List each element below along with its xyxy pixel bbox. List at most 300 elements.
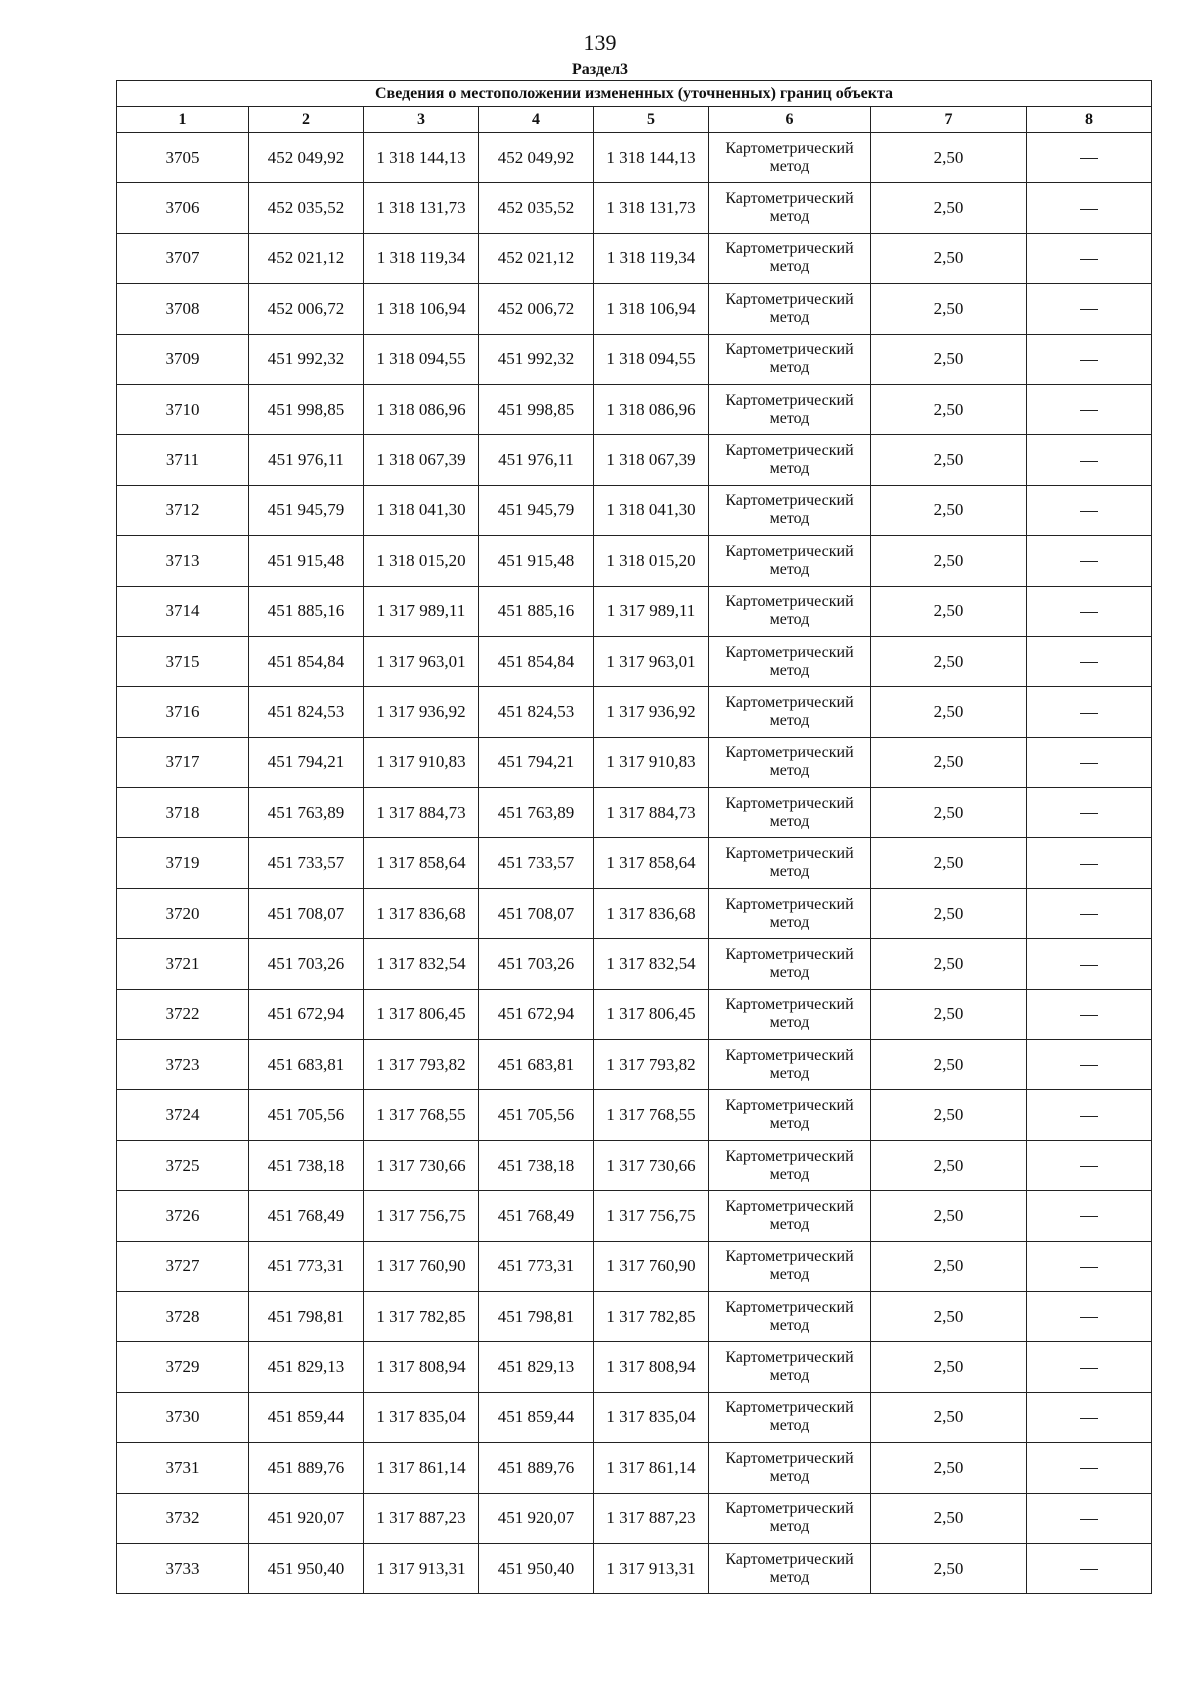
y-new-coordinate-cell: 1 318 041,30 <box>594 485 709 535</box>
y-coordinate-cell: 1 317 936,92 <box>364 687 479 737</box>
x-coordinate-cell: 451 768,49 <box>249 1191 364 1241</box>
table-row <box>117 1342 1152 1392</box>
accuracy-cell: 2,50 <box>871 989 1027 1039</box>
description-cell <box>1027 586 1152 636</box>
point-number-cell: 3722 <box>117 989 249 1039</box>
y-coordinate-cell: 1 318 067,39 <box>364 435 479 485</box>
method-cell: Картометрический метод <box>709 1443 871 1493</box>
table-row <box>117 1543 1152 1593</box>
accuracy-cell: 2,50 <box>871 1291 1027 1341</box>
x-coordinate-cell: 451 998,85 <box>249 384 364 434</box>
point-number-cell: 3710 <box>117 384 249 434</box>
y-new-coordinate-cell: 1 317 884,73 <box>594 788 709 838</box>
dash-mark <box>1080 561 1098 562</box>
point-number-cell: 3708 <box>117 284 249 334</box>
point-number-cell: 3729 <box>117 1342 249 1392</box>
point-number-cell: 3720 <box>117 888 249 938</box>
y-coordinate-cell: 1 317 730,66 <box>364 1140 479 1190</box>
accuracy-cell: 2,50 <box>871 1140 1027 1190</box>
x-coordinate-cell: 451 915,48 <box>249 536 364 586</box>
point-number-cell: 3726 <box>117 1191 249 1241</box>
y-new-coordinate-cell: 1 318 131,73 <box>594 183 709 233</box>
x-coordinate-cell: 452 021,12 <box>249 233 364 283</box>
table-row <box>117 1040 1152 1090</box>
x-new-coordinate-cell: 451 738,18 <box>479 1140 594 1190</box>
accuracy-cell: 2,50 <box>871 838 1027 888</box>
table-row <box>117 838 1152 888</box>
y-new-coordinate-cell: 1 317 989,11 <box>594 586 709 636</box>
description-cell <box>1027 233 1152 283</box>
y-new-coordinate-cell: 1 318 067,39 <box>594 435 709 485</box>
accuracy-cell: 2,50 <box>871 233 1027 283</box>
description-cell <box>1027 888 1152 938</box>
method-cell: Картометрический метод <box>709 485 871 535</box>
accuracy-cell: 2,50 <box>871 1493 1027 1543</box>
method-cell: Картометрический метод <box>709 1291 871 1341</box>
method-cell: Картометрический метод <box>709 183 871 233</box>
x-coordinate-cell: 451 976,11 <box>249 435 364 485</box>
table-row <box>117 334 1152 384</box>
dash-mark <box>1080 209 1098 210</box>
description-cell <box>1027 485 1152 535</box>
table-row <box>117 586 1152 636</box>
y-new-coordinate-cell: 1 318 144,13 <box>594 133 709 183</box>
point-number-cell: 3717 <box>117 737 249 787</box>
accuracy-cell: 2,50 <box>871 334 1027 384</box>
y-new-coordinate-cell: 1 317 806,45 <box>594 989 709 1039</box>
description-cell <box>1027 1191 1152 1241</box>
y-coordinate-cell: 1 317 836,68 <box>364 888 479 938</box>
x-coordinate-cell: 451 763,89 <box>249 788 364 838</box>
method-cell: Картометрический метод <box>709 1241 871 1291</box>
x-new-coordinate-cell: 451 672,94 <box>479 989 594 1039</box>
y-coordinate-cell: 1 318 131,73 <box>364 183 479 233</box>
dash-mark <box>1080 763 1098 764</box>
point-number-cell: 3728 <box>117 1291 249 1341</box>
x-coordinate-cell: 451 773,31 <box>249 1241 364 1291</box>
accuracy-cell: 2,50 <box>871 183 1027 233</box>
y-coordinate-cell: 1 317 861,14 <box>364 1443 479 1493</box>
table-row <box>117 788 1152 838</box>
table-row <box>117 888 1152 938</box>
point-number-cell: 3721 <box>117 939 249 989</box>
x-coordinate-cell: 451 672,94 <box>249 989 364 1039</box>
x-coordinate-cell: 451 738,18 <box>249 1140 364 1190</box>
table-row <box>117 1392 1152 1442</box>
description-cell <box>1027 435 1152 485</box>
accuracy-cell: 2,50 <box>871 888 1027 938</box>
dash-mark <box>1080 1317 1098 1318</box>
method-cell: Картометрический метод <box>709 384 871 434</box>
x-new-coordinate-cell: 451 950,40 <box>479 1543 594 1593</box>
description-cell <box>1027 536 1152 586</box>
x-new-coordinate-cell: 451 920,07 <box>479 1493 594 1543</box>
x-coordinate-cell: 451 920,07 <box>249 1493 364 1543</box>
y-coordinate-cell: 1 318 015,20 <box>364 536 479 586</box>
method-cell: Картометрический метод <box>709 1090 871 1140</box>
dash-mark <box>1080 360 1098 361</box>
y-coordinate-cell: 1 317 913,31 <box>364 1543 479 1593</box>
description-cell <box>1027 838 1152 888</box>
column-header: 1 <box>117 107 249 133</box>
y-new-coordinate-cell: 1 317 768,55 <box>594 1090 709 1140</box>
method-cell: Картометрический метод <box>709 284 871 334</box>
accuracy-cell: 2,50 <box>871 1040 1027 1090</box>
method-cell: Картометрический метод <box>709 939 871 989</box>
column-header: 8 <box>1027 107 1152 133</box>
method-cell: Картометрический метод <box>709 1493 871 1543</box>
x-new-coordinate-cell: 451 703,26 <box>479 939 594 989</box>
table-row <box>117 233 1152 283</box>
y-new-coordinate-cell: 1 317 782,85 <box>594 1291 709 1341</box>
method-cell: Картометрический метод <box>709 1392 871 1442</box>
accuracy-cell: 2,50 <box>871 1543 1027 1593</box>
y-new-coordinate-cell: 1 318 015,20 <box>594 536 709 586</box>
y-coordinate-cell: 1 318 106,94 <box>364 284 479 334</box>
description-cell <box>1027 1040 1152 1090</box>
y-new-coordinate-cell: 1 318 106,94 <box>594 284 709 334</box>
point-number-cell: 3711 <box>117 435 249 485</box>
description-cell <box>1027 384 1152 434</box>
y-new-coordinate-cell: 1 317 887,23 <box>594 1493 709 1543</box>
point-number-cell: 3715 <box>117 636 249 686</box>
description-cell <box>1027 133 1152 183</box>
dash-mark <box>1080 965 1098 966</box>
x-coordinate-cell: 452 035,52 <box>249 183 364 233</box>
dash-mark <box>1080 1418 1098 1419</box>
x-coordinate-cell: 451 733,57 <box>249 838 364 888</box>
y-new-coordinate-cell: 1 318 119,34 <box>594 233 709 283</box>
y-coordinate-cell: 1 317 884,73 <box>364 788 479 838</box>
x-coordinate-cell: 452 006,72 <box>249 284 364 334</box>
dash-mark <box>1080 914 1098 915</box>
point-number-cell: 3713 <box>117 536 249 586</box>
column-header: 7 <box>871 107 1027 133</box>
table-row <box>117 1090 1152 1140</box>
accuracy-cell: 2,50 <box>871 133 1027 183</box>
dash-mark <box>1080 1015 1098 1016</box>
column-header: 6 <box>709 107 871 133</box>
point-number-cell: 3712 <box>117 485 249 535</box>
table-row <box>117 989 1152 1039</box>
table-caption: Сведения о местоположении измененных (уточненных) границ объекта <box>117 81 1152 107</box>
table-row <box>117 687 1152 737</box>
description-cell <box>1027 284 1152 334</box>
method-cell: Картометрический метод <box>709 1342 871 1392</box>
y-new-coordinate-cell: 1 317 760,90 <box>594 1241 709 1291</box>
point-number-cell: 3727 <box>117 1241 249 1291</box>
dash-mark <box>1080 612 1098 613</box>
point-number-cell: 3707 <box>117 233 249 283</box>
x-new-coordinate-cell: 452 021,12 <box>479 233 594 283</box>
table-row <box>117 183 1152 233</box>
x-new-coordinate-cell: 452 049,92 <box>479 133 594 183</box>
x-new-coordinate-cell: 451 992,32 <box>479 334 594 384</box>
y-new-coordinate-cell: 1 317 832,54 <box>594 939 709 989</box>
y-coordinate-cell: 1 317 963,01 <box>364 636 479 686</box>
dash-mark <box>1080 813 1098 814</box>
x-new-coordinate-cell: 451 945,79 <box>479 485 594 535</box>
method-cell: Картометрический метод <box>709 687 871 737</box>
table-body <box>117 133 1152 1594</box>
x-coordinate-cell: 451 708,07 <box>249 888 364 938</box>
dash-mark <box>1080 511 1098 512</box>
description-cell <box>1027 939 1152 989</box>
dash-mark <box>1080 1468 1098 1469</box>
x-coordinate-cell: 451 945,79 <box>249 485 364 535</box>
accuracy-cell: 2,50 <box>871 687 1027 737</box>
dash-mark <box>1080 259 1098 260</box>
x-new-coordinate-cell: 451 976,11 <box>479 435 594 485</box>
method-cell: Картометрический метод <box>709 334 871 384</box>
x-new-coordinate-cell: 451 773,31 <box>479 1241 594 1291</box>
y-new-coordinate-cell: 1 317 730,66 <box>594 1140 709 1190</box>
x-coordinate-cell: 451 854,84 <box>249 636 364 686</box>
accuracy-cell: 2,50 <box>871 1342 1027 1392</box>
method-cell: Картометрический метод <box>709 233 871 283</box>
description-cell <box>1027 1342 1152 1392</box>
description-cell <box>1027 1140 1152 1190</box>
dash-mark <box>1080 461 1098 462</box>
method-cell: Картометрический метод <box>709 788 871 838</box>
y-new-coordinate-cell: 1 317 936,92 <box>594 687 709 737</box>
x-coordinate-cell: 451 992,32 <box>249 334 364 384</box>
method-cell: Картометрический метод <box>709 636 871 686</box>
table-row <box>117 1443 1152 1493</box>
method-cell: Картометрический метод <box>709 838 871 888</box>
description-cell <box>1027 1443 1152 1493</box>
accuracy-cell: 2,50 <box>871 284 1027 334</box>
dash-mark <box>1080 1216 1098 1217</box>
method-cell: Картометрический метод <box>709 737 871 787</box>
y-new-coordinate-cell: 1 317 910,83 <box>594 737 709 787</box>
coordinates-table <box>116 80 1152 1594</box>
table-row <box>117 536 1152 586</box>
y-coordinate-cell: 1 317 858,64 <box>364 838 479 888</box>
method-cell: Картометрический метод <box>709 1543 871 1593</box>
table-row <box>117 737 1152 787</box>
dash-mark <box>1080 1569 1098 1570</box>
x-coordinate-cell: 451 885,16 <box>249 586 364 636</box>
point-number-cell: 3730 <box>117 1392 249 1442</box>
x-coordinate-cell: 452 049,92 <box>249 133 364 183</box>
point-number-cell: 3732 <box>117 1493 249 1543</box>
x-new-coordinate-cell: 451 798,81 <box>479 1291 594 1341</box>
method-cell: Картометрический метод <box>709 1191 871 1241</box>
y-coordinate-cell: 1 318 086,96 <box>364 384 479 434</box>
method-cell: Картометрический метод <box>709 1040 871 1090</box>
y-coordinate-cell: 1 318 144,13 <box>364 133 479 183</box>
x-new-coordinate-cell: 451 708,07 <box>479 888 594 938</box>
description-cell <box>1027 687 1152 737</box>
method-cell: Картометрический метод <box>709 989 871 1039</box>
x-new-coordinate-cell: 451 915,48 <box>479 536 594 586</box>
accuracy-cell: 2,50 <box>871 1191 1027 1241</box>
dash-mark <box>1080 1368 1098 1369</box>
y-new-coordinate-cell: 1 318 086,96 <box>594 384 709 434</box>
description-cell <box>1027 737 1152 787</box>
point-number-cell: 3733 <box>117 1543 249 1593</box>
description-cell <box>1027 1241 1152 1291</box>
y-coordinate-cell: 1 317 989,11 <box>364 586 479 636</box>
accuracy-cell: 2,50 <box>871 939 1027 989</box>
dash-mark <box>1080 309 1098 310</box>
y-coordinate-cell: 1 318 041,30 <box>364 485 479 535</box>
accuracy-cell: 2,50 <box>871 586 1027 636</box>
dash-mark <box>1080 864 1098 865</box>
description-cell <box>1027 183 1152 233</box>
accuracy-cell: 2,50 <box>871 485 1027 535</box>
table-row <box>117 1241 1152 1291</box>
x-new-coordinate-cell: 451 829,13 <box>479 1342 594 1392</box>
accuracy-cell: 2,50 <box>871 1090 1027 1140</box>
point-number-cell: 3731 <box>117 1443 249 1493</box>
point-number-cell: 3725 <box>117 1140 249 1190</box>
accuracy-cell: 2,50 <box>871 536 1027 586</box>
x-coordinate-cell: 451 889,76 <box>249 1443 364 1493</box>
column-header: 4 <box>479 107 594 133</box>
x-new-coordinate-cell: 451 705,56 <box>479 1090 594 1140</box>
x-coordinate-cell: 451 705,56 <box>249 1090 364 1140</box>
dash-mark <box>1080 1065 1098 1066</box>
table-row <box>117 1140 1152 1190</box>
method-cell: Картометрический метод <box>709 1140 871 1190</box>
table-row <box>117 384 1152 434</box>
column-header: 3 <box>364 107 479 133</box>
description-cell <box>1027 334 1152 384</box>
x-new-coordinate-cell: 451 854,84 <box>479 636 594 686</box>
x-new-coordinate-cell: 451 794,21 <box>479 737 594 787</box>
y-new-coordinate-cell: 1 317 835,04 <box>594 1392 709 1442</box>
dash-mark <box>1080 1116 1098 1117</box>
method-cell: Картометрический метод <box>709 536 871 586</box>
x-coordinate-cell: 451 950,40 <box>249 1543 364 1593</box>
x-new-coordinate-cell: 451 998,85 <box>479 384 594 434</box>
x-new-coordinate-cell: 451 768,49 <box>479 1191 594 1241</box>
column-header: 2 <box>249 107 364 133</box>
x-new-coordinate-cell: 451 733,57 <box>479 838 594 888</box>
table-row <box>117 1191 1152 1241</box>
x-new-coordinate-cell: 451 859,44 <box>479 1392 594 1442</box>
accuracy-cell: 2,50 <box>871 435 1027 485</box>
accuracy-cell: 2,50 <box>871 384 1027 434</box>
accuracy-cell: 2,50 <box>871 1241 1027 1291</box>
accuracy-cell: 2,50 <box>871 1392 1027 1442</box>
table-row <box>117 133 1152 183</box>
y-new-coordinate-cell: 1 317 836,68 <box>594 888 709 938</box>
y-coordinate-cell: 1 317 887,23 <box>364 1493 479 1543</box>
page-number: 139 <box>583 30 617 55</box>
y-coordinate-cell: 1 317 756,75 <box>364 1191 479 1241</box>
y-coordinate-cell: 1 317 782,85 <box>364 1291 479 1341</box>
column-header: 5 <box>594 107 709 133</box>
dash-mark <box>1080 1166 1098 1167</box>
point-number-cell: 3724 <box>117 1090 249 1140</box>
y-coordinate-cell: 1 317 910,83 <box>364 737 479 787</box>
description-cell <box>1027 1493 1152 1543</box>
x-new-coordinate-cell: 451 889,76 <box>479 1443 594 1493</box>
point-number-cell: 3714 <box>117 586 249 636</box>
y-new-coordinate-cell: 1 317 793,82 <box>594 1040 709 1090</box>
x-coordinate-cell: 451 824,53 <box>249 687 364 737</box>
y-coordinate-cell: 1 317 806,45 <box>364 989 479 1039</box>
table-row <box>117 435 1152 485</box>
y-coordinate-cell: 1 318 094,55 <box>364 334 479 384</box>
y-coordinate-cell: 1 317 768,55 <box>364 1090 479 1140</box>
point-number-cell: 3706 <box>117 183 249 233</box>
y-coordinate-cell: 1 317 808,94 <box>364 1342 479 1392</box>
x-coordinate-cell: 451 859,44 <box>249 1392 364 1442</box>
method-cell: Картометрический метод <box>709 435 871 485</box>
x-new-coordinate-cell: 451 683,81 <box>479 1040 594 1090</box>
description-cell <box>1027 1090 1152 1140</box>
x-coordinate-cell: 451 683,81 <box>249 1040 364 1090</box>
x-new-coordinate-cell: 451 885,16 <box>479 586 594 636</box>
y-new-coordinate-cell: 1 317 913,31 <box>594 1543 709 1593</box>
description-cell <box>1027 788 1152 838</box>
y-coordinate-cell: 1 317 793,82 <box>364 1040 479 1090</box>
dash-mark <box>1080 662 1098 663</box>
table-row <box>117 939 1152 989</box>
y-new-coordinate-cell: 1 317 756,75 <box>594 1191 709 1241</box>
table-row <box>117 284 1152 334</box>
table-row <box>117 1291 1152 1341</box>
accuracy-cell: 2,50 <box>871 788 1027 838</box>
description-cell <box>1027 1392 1152 1442</box>
y-coordinate-cell: 1 317 760,90 <box>364 1241 479 1291</box>
table-row <box>117 1493 1152 1543</box>
description-cell <box>1027 1291 1152 1341</box>
method-cell: Картометрический метод <box>709 586 871 636</box>
method-cell: Картометрический метод <box>709 133 871 183</box>
x-coordinate-cell: 451 829,13 <box>249 1342 364 1392</box>
accuracy-cell: 2,50 <box>871 737 1027 787</box>
y-new-coordinate-cell: 1 317 808,94 <box>594 1342 709 1392</box>
y-new-coordinate-cell: 1 317 858,64 <box>594 838 709 888</box>
y-new-coordinate-cell: 1 317 861,14 <box>594 1443 709 1493</box>
x-coordinate-cell: 451 798,81 <box>249 1291 364 1341</box>
x-new-coordinate-cell: 452 035,52 <box>479 183 594 233</box>
point-number-cell: 3719 <box>117 838 249 888</box>
description-cell <box>1027 989 1152 1039</box>
point-number-cell: 3705 <box>117 133 249 183</box>
section-title: Раздел3 <box>571 61 629 78</box>
dash-mark <box>1080 158 1098 159</box>
y-coordinate-cell: 1 318 119,34 <box>364 233 479 283</box>
method-cell: Картометрический метод <box>709 888 871 938</box>
dash-mark <box>1080 1519 1098 1520</box>
dash-mark <box>1080 713 1098 714</box>
point-number-cell: 3716 <box>117 687 249 737</box>
x-new-coordinate-cell: 452 006,72 <box>479 284 594 334</box>
table-row <box>117 485 1152 535</box>
dash-mark <box>1080 1267 1098 1268</box>
description-cell <box>1027 1543 1152 1593</box>
point-number-cell: 3723 <box>117 1040 249 1090</box>
y-new-coordinate-cell: 1 317 963,01 <box>594 636 709 686</box>
description-cell <box>1027 636 1152 686</box>
x-new-coordinate-cell: 451 824,53 <box>479 687 594 737</box>
x-coordinate-cell: 451 794,21 <box>249 737 364 787</box>
y-new-coordinate-cell: 1 318 094,55 <box>594 334 709 384</box>
table-row <box>117 636 1152 686</box>
point-number-cell: 3718 <box>117 788 249 838</box>
point-number-cell: 3709 <box>117 334 249 384</box>
accuracy-cell: 2,50 <box>871 1443 1027 1493</box>
y-coordinate-cell: 1 317 832,54 <box>364 939 479 989</box>
y-coordinate-cell: 1 317 835,04 <box>364 1392 479 1442</box>
accuracy-cell: 2,50 <box>871 636 1027 686</box>
